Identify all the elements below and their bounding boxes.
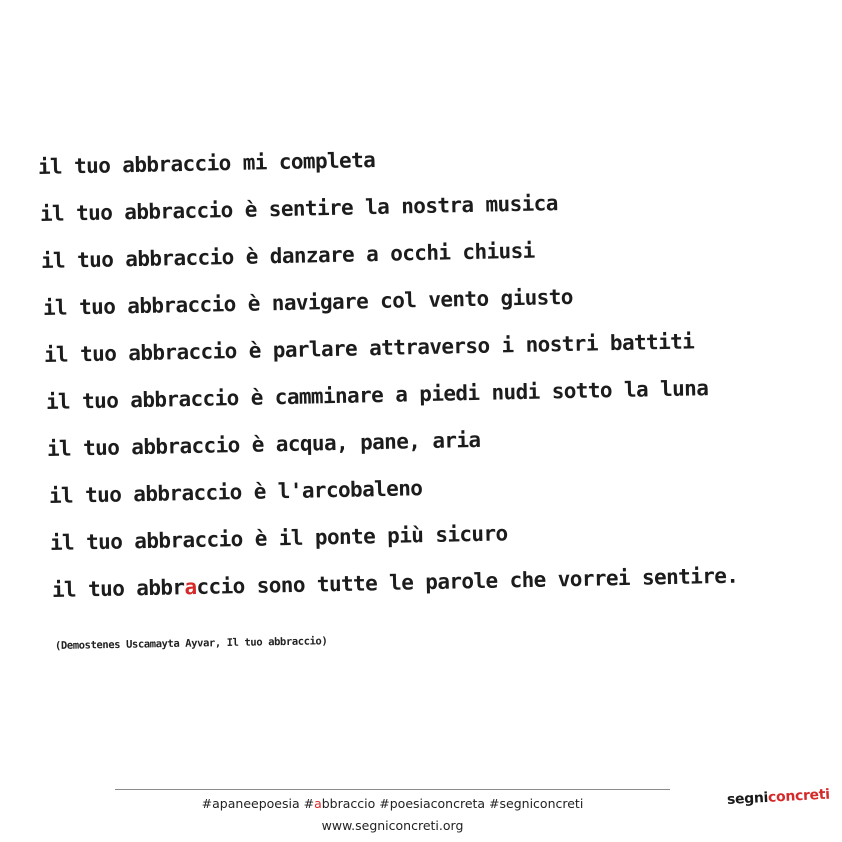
logo-part-segni: segni bbox=[726, 789, 769, 808]
poem-line-5: il tuo abbraccio è parlare attraverso i nostri battiti bbox=[43, 329, 695, 367]
poem-highlight-letter: a bbox=[184, 574, 197, 600]
hashtags-highlight-letter: a bbox=[314, 796, 322, 811]
poem-line-6: il tuo abbraccio è camminare a piedi nudi sotto la luna bbox=[45, 376, 709, 414]
poem-line-9: il tuo abbraccio è il ponte più sicuro bbox=[49, 521, 508, 555]
poem-line-2: il tuo abbraccio è sentire la nostra musica bbox=[39, 191, 558, 226]
website-link[interactable]: www.segniconcreti.org bbox=[321, 818, 464, 833]
logo-part-concreti: concreti bbox=[767, 786, 831, 806]
footer-divider bbox=[115, 789, 670, 790]
poem-line-1: il tuo abbraccio mi completa bbox=[37, 147, 376, 179]
hashtags-end: bbraccio #poesiaconcreta #segniconcreti bbox=[321, 796, 584, 811]
citation: (Demostenes Uscamayta Ayvar, Il tuo abbraccio) bbox=[54, 635, 328, 652]
poem-line-10-end: ccio sono tutte le parole che vorrei sentire. bbox=[196, 563, 739, 599]
poem-line-7: il tuo abbraccio è acqua, pane, aria bbox=[46, 427, 481, 461]
poem-line-8: il tuo abbraccio è l'arcobaleno bbox=[48, 476, 423, 508]
hashtags bbox=[115, 796, 670, 811]
poem-line-4: il tuo abbraccio è navigare col vento giusto bbox=[42, 284, 574, 320]
poem-line-3: il tuo abbraccio è danzare a occhi chiusi bbox=[40, 238, 535, 273]
hashtags-start: #apaneepoesia # bbox=[201, 796, 315, 811]
poem-line-10-start: il tuo abbr bbox=[51, 575, 185, 602]
poem-line-10 bbox=[52, 564, 739, 602]
